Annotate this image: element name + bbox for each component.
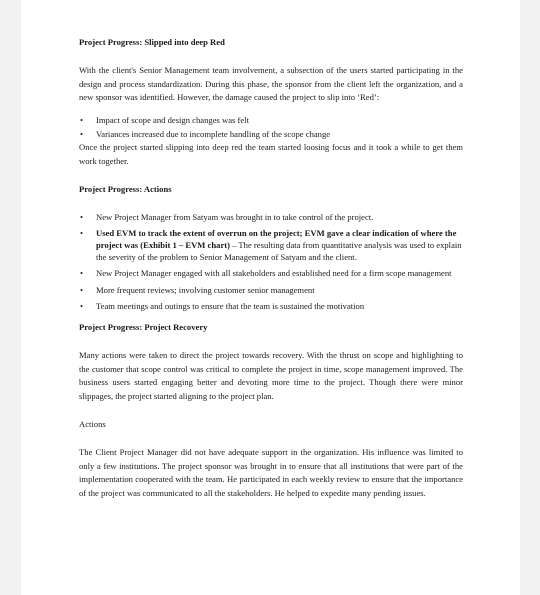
document-content (79, 36, 463, 501)
bullet-icon: • (80, 284, 84, 295)
bullet-icon: • (80, 228, 84, 239)
recovery-subheading: Actions (79, 418, 106, 429)
bullet-icon: • (80, 115, 84, 126)
slipped-outro-paragraph: Once the project started slipping into deep red the team started loosing focus and it took a while to get them work together. (79, 142, 463, 167)
list-item (79, 211, 463, 224)
list-item (79, 114, 463, 127)
list-item-bold-text: Used EVM to track the extent of overrun on the project; EVM gave a clear indication of where the project was (Exhibit 1 – EVM chart) (96, 228, 457, 250)
document-page (21, 0, 520, 595)
slipped-bullet-list (79, 114, 463, 140)
list-item-text: Variances increased due to incomplete handling of the scope change (96, 128, 331, 139)
section-heading-slipped: Project Progress: Slipped into deep Red (79, 37, 225, 47)
section-heading-recovery: Project Progress: Project Recovery (79, 321, 208, 332)
list-item (79, 227, 463, 263)
slipped-intro-paragraph: With the client's Senior Management team involvement, a subsection of the users started participating in the design and process standardization. During this phase, the sponsor from the client left the organization, and a new sponsor was identified. However, the damage caused the project to slip into ‘Red’: (79, 64, 463, 103)
bullet-icon: • (80, 268, 84, 279)
list-item-text: More frequent reviews; involving customer senior management (96, 284, 315, 295)
actions-bullet-list (79, 211, 463, 313)
list-item-text (96, 227, 463, 263)
bullet-icon: • (80, 211, 84, 222)
list-item (79, 284, 463, 297)
section-heading-actions: Project Progress: Actions (79, 183, 172, 194)
list-item-text: Team meetings and outings to ensure that the team is sustained the motivation (96, 301, 365, 312)
list-item-rest-text: – The resulting data from quantitative analysis was used to explain the severity of the problem to Senior Management of Satyam and the client. (96, 239, 462, 262)
bullet-icon: • (80, 128, 84, 139)
list-item (79, 300, 463, 313)
list-item (79, 267, 463, 280)
bullet-icon: • (80, 301, 84, 312)
recovery-paragraph: Many actions were taken to direct the project towards recovery. With the thrust on scope and highlighting to the customer that scope control was critical to complete the project in time, scope management improved. The business users started engaging better and devoting more time to the project. Though there were minor slippages, the project started aligning to the project plan. (79, 349, 463, 402)
list-item-text: New Project Manager engaged with all stakeholders and established need for a firm scope management (96, 268, 452, 279)
list-item (79, 128, 463, 141)
recovery-paragraph-2: The Client Project Manager did not have adequate support in the organization. His influence was limited to only a few institutions. The project sponsor was brought in to ensure that all institutions that were part of the implementation cooperated with the team. He participated in each weekly review to ensure that the importance of the project was communicated to all the stakeholders. He helped to expedite many pending issues. (79, 446, 463, 499)
list-item-text: Impact of scope and design changes was felt (96, 115, 249, 126)
list-item-text: New Project Manager from Satyam was brought in to take control of the project. (96, 211, 374, 222)
